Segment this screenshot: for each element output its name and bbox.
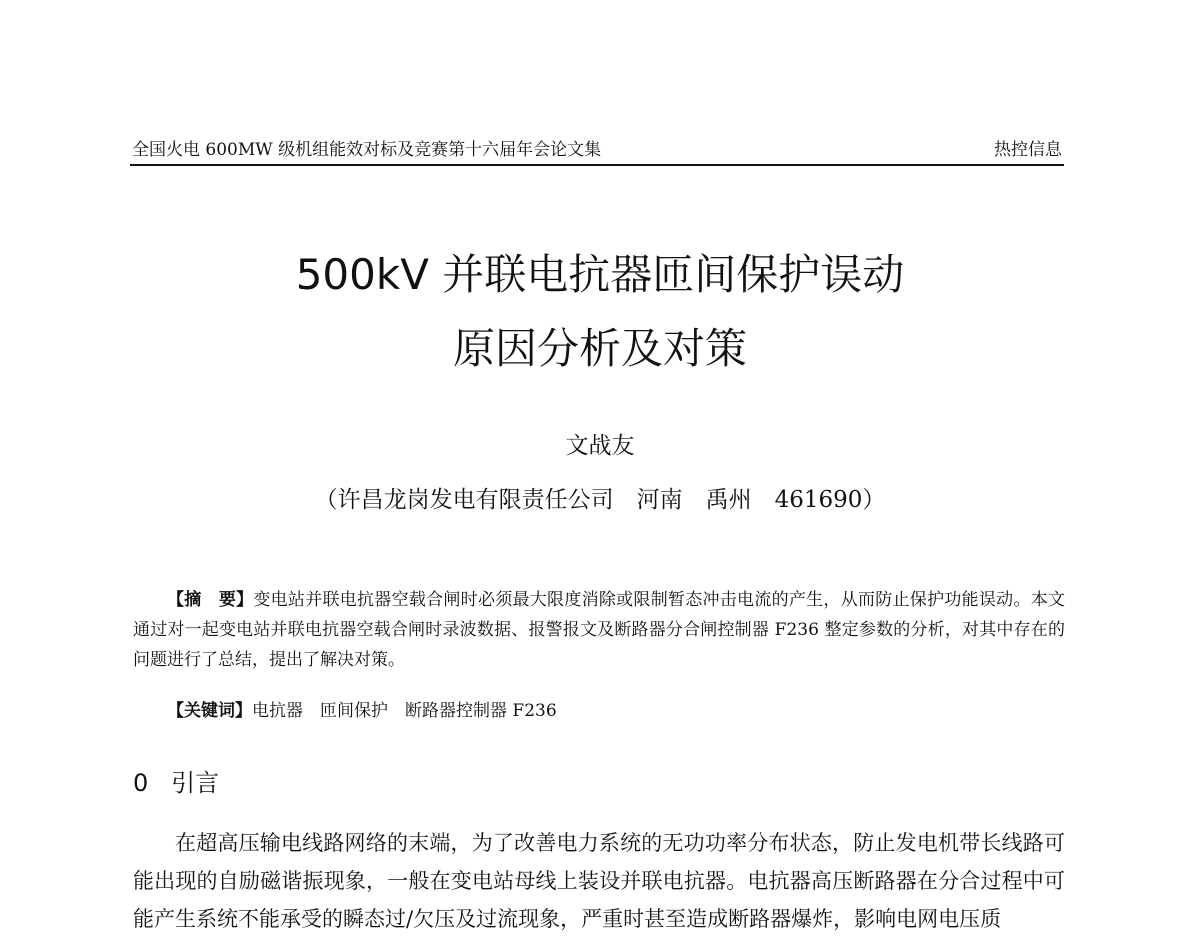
keywords-label: 【关键词】 — [167, 701, 252, 721]
section-number: 0 — [133, 769, 149, 797]
body-paragraph: 在超高压输电线路网络的末端，为了改善电力系统的无功功率分布状态，防止发电机带长线路可能出现的自励磁谐振现象，一般在变电站母线上装设并联电抗器。电抗器高压断路器在分合过程中可能产生系统不能承受的瞬态过/欠压及过流现象，严重时甚至造成断路器爆炸，影响电网电压质 — [133, 831, 1065, 931]
header-section-name: 热控信息 — [994, 140, 1062, 160]
abstract-block — [133, 585, 1065, 675]
running-header — [130, 136, 1064, 166]
paper-title-line-1: 500kV 并联电抗器匝间保护误动 — [295, 250, 905, 299]
keywords-block — [133, 696, 1065, 726]
author-affiliation: （许昌龙岗发电有限责任公司 河南 禹州 461690） — [314, 487, 886, 513]
section-heading — [133, 766, 219, 800]
abstract-text: 变电站并联电抗器空载合闸时必须最大限度消除或限制暂态冲击电流的产生，从而防止保护功能误动。本文通过对一起变电站并联电抗器空载合闸时录波数据、报警报文及断路器分合闸控制器 F236 整定参数的分析，对其中存在的问题进行了总结，提出了解决对策。 — [133, 590, 1066, 670]
keywords-text: 电抗器 匝间保护 断路器控制器 F236 — [252, 701, 557, 721]
header-proceedings-title: 全国火电 600MW 级机组能效对标及竞赛第十六届年会论文集 — [132, 140, 602, 160]
section-title: 引言 — [171, 769, 220, 797]
abstract-label: 【摘 要】 — [167, 590, 254, 610]
paper-title-line-2: 原因分析及对策 — [452, 324, 747, 373]
author-name: 文战友 — [565, 433, 635, 459]
